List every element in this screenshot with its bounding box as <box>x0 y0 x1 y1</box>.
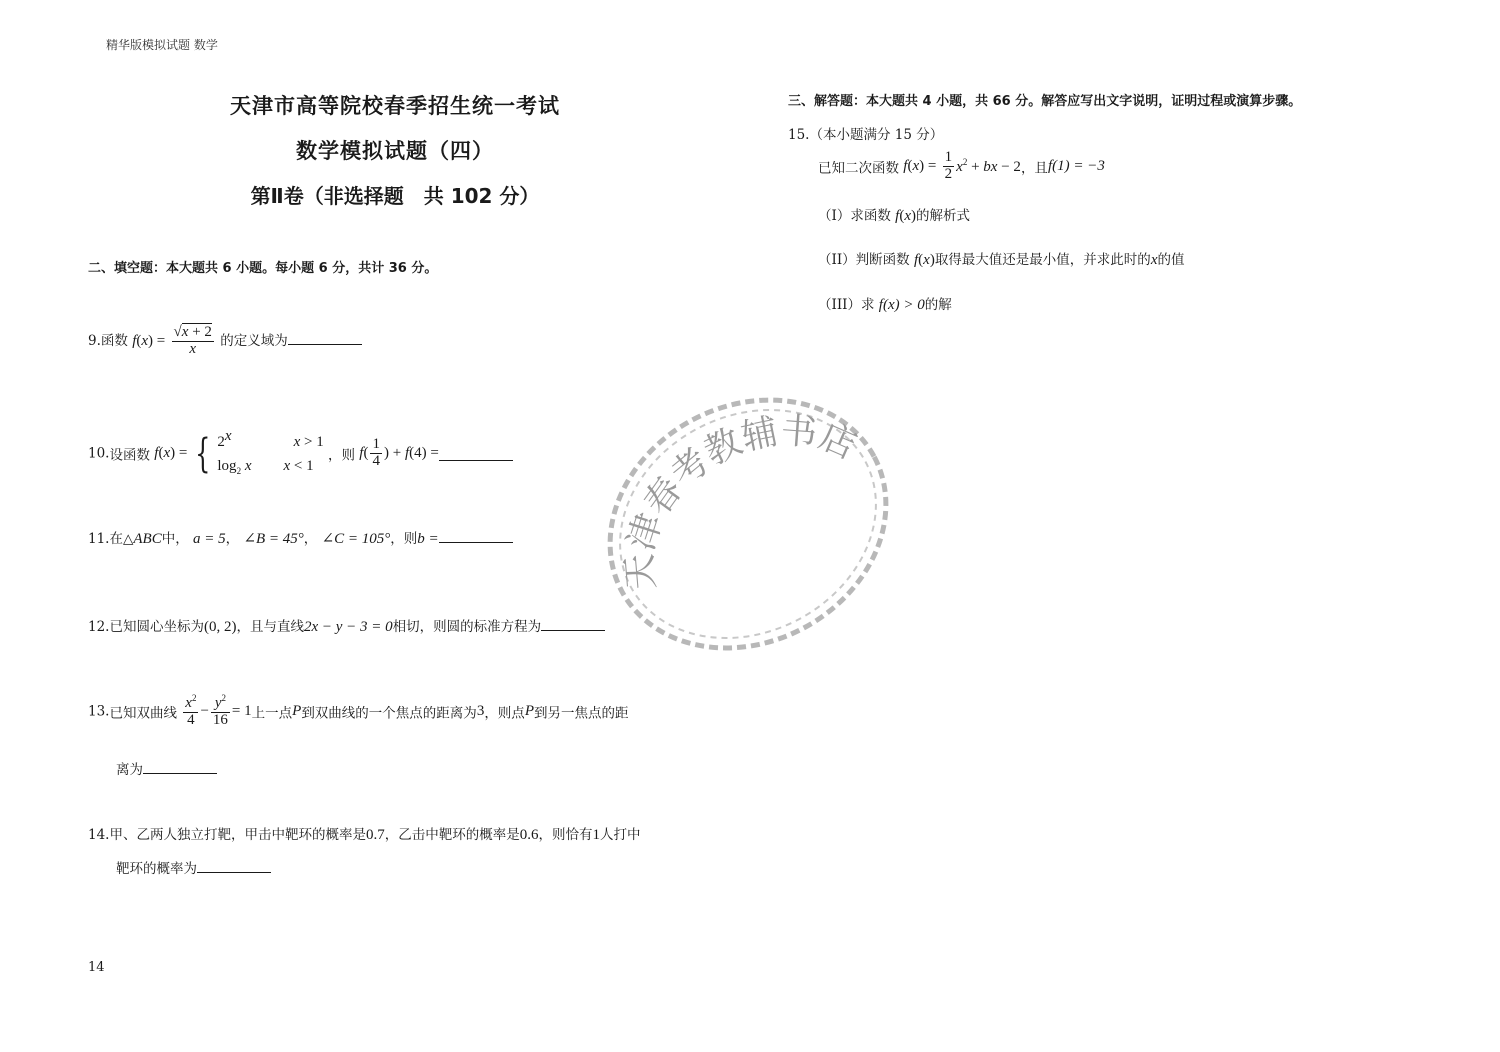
q15-part3-text: 求 <box>861 297 875 313</box>
q15-part1-post: 的解析式 <box>915 208 970 224</box>
q11-side-b: b = <box>417 531 439 547</box>
q11-mid: 中， <box>161 531 189 547</box>
q12-answer-blank[interactable] <box>541 616 605 631</box>
q14-text4: 人打中 <box>599 827 641 843</box>
question-13-line2 <box>116 758 217 778</box>
q15-score: （本小题满分 15 分） <box>809 127 944 143</box>
q13-fraction-y: $\frac{y^2}{16}$ <box>212 693 228 728</box>
exam-subtitle: 数学模拟试题（四） <box>296 139 494 163</box>
q10-answer-blank[interactable] <box>439 446 513 461</box>
question-9: 9.函数 f(x) = $\frac{√x + 2}{x}$ 的定义域为 <box>88 325 362 358</box>
q13-fraction-x: $\frac{x^2}{4}$ <box>185 693 197 728</box>
q14-text2: ，乙击中靶环的概率是 <box>384 827 520 843</box>
q15-part3-expr: f(x) > 0 <box>878 297 925 313</box>
question-15-part-2: （II）判断函数 f(x)取得最大值还是最小值，并求此时的x的值 <box>818 252 1185 268</box>
question-11: 11.在△ABC中， a = 5， ∠B = 45°， ∠C = 105°，则b = <box>88 527 513 548</box>
q10-mid: ，则 <box>328 447 355 464</box>
q15-part1-text: 求函数 <box>850 208 891 224</box>
q14-prob-a: 0.7 <box>365 827 385 843</box>
q9-fraction: $\frac{√x + 2}{x}$ <box>173 324 212 357</box>
q11-post: ，则 <box>390 531 418 547</box>
q15-given-mid: ，且 <box>1020 160 1048 177</box>
q15-part2-x: x <box>1150 252 1158 268</box>
q15-given-pre: 已知二次函数 <box>818 160 899 177</box>
q13-text4: ，则点 <box>484 705 525 722</box>
q9-post: 的定义域为 <box>220 332 288 349</box>
question-14 <box>88 823 640 844</box>
q13-point-p-2: P <box>524 702 534 719</box>
q15-part3-post: 的解 <box>924 297 952 313</box>
q12-text2: ，且与直线 <box>236 619 304 635</box>
q12-text3: 相切，则圆的标准方程为 <box>392 619 542 635</box>
q12-center: (0, 2) <box>203 619 237 635</box>
watermark-stamp <box>598 394 898 654</box>
q15-condition: f(1) = −3 <box>1047 157 1105 174</box>
q11-side-a: a = 5 <box>193 531 226 547</box>
q15-number: 15. <box>788 127 810 143</box>
page-number: 14 <box>88 960 105 975</box>
section-2-heading: 二、填空题：本大题共 6 小题。每小题 6 分，共计 36 分。 <box>88 261 438 276</box>
q11-pre: 在△ <box>109 531 134 547</box>
q13-text1: 已知双曲线 <box>109 705 177 722</box>
q15-part2-label: （II） <box>818 252 856 268</box>
question-15-part-3 <box>818 293 952 314</box>
q9-answer-blank[interactable] <box>288 330 362 345</box>
question-15-given: 已知二次函数 f(x) = $\frac{1}{2}$ $x^2$ + bx − 2，且f(1) = −3 <box>818 149 1105 182</box>
q11-triangle: ABC <box>133 531 162 547</box>
q14-text3: ，则恰有 <box>538 827 593 843</box>
q9-func: f <box>132 332 137 349</box>
question-12 <box>88 615 605 636</box>
q13-distance: 3 <box>476 702 485 719</box>
q13-text5: 到另一焦点的距 <box>533 705 629 722</box>
q11-angle-b: ∠B = 45° <box>243 531 304 547</box>
q14-answer-blank[interactable] <box>197 858 271 873</box>
q12-line-equation: 2x − y − 3 = 0 <box>303 619 393 635</box>
watermark-text: 天津春考教辅书店 <box>619 410 863 592</box>
question-15-header <box>788 123 943 143</box>
q9-pre: 函数 <box>100 332 128 349</box>
running-header: 精华版模拟试题 数学 <box>106 38 218 52</box>
q13-line2: 离为 <box>116 762 143 778</box>
question-10: 10.设函数 f(x) = { 2$^x$ x > 1 $\log_2 x$ x < 1 ，则 f( $\frac{1}{4}$ ) + f(4) = <box>88 424 513 483</box>
q15-fraction: $\frac{1}{2}$ <box>944 149 953 182</box>
q12-number: 12. <box>88 619 110 635</box>
q13-text3: 到双曲线的一个焦点的距离为 <box>301 705 477 722</box>
q14-line2: 靶环的概率为 <box>116 861 197 877</box>
q13-point-p: P <box>292 702 302 719</box>
paper-part-title: 第Ⅱ卷（非选择题 共 102 分） <box>250 184 540 208</box>
q11-answer-blank[interactable] <box>439 528 513 543</box>
q12-text1: 已知圆心坐标为 <box>109 619 204 635</box>
q10-piecewise: 2$^x$ x > 1 $\log_2 x$ x < 1 <box>217 428 324 476</box>
q14-number: 14. <box>88 827 110 843</box>
section-3-heading: 三、解答题：本大题共 4 小题，共 66 分。解答应写出文字说明，证明过程或演算步骤。 <box>788 94 1302 109</box>
question-14-line2 <box>116 857 271 877</box>
q14-prob-b: 0.6 <box>519 827 539 843</box>
question-13: 13.已知双曲线 $\frac{x^2}{4}$ − $\frac{y^2}{16}$ = 1上一点P到双曲线的一个焦点的距离为3，则点P到另一焦点的距 <box>88 693 629 728</box>
q15-part2-mid: 取得最大值还是最小值，并求此时的 <box>934 252 1151 268</box>
q15-part2-post: 的值 <box>1157 252 1185 268</box>
q15-part3-label: （III） <box>818 297 861 313</box>
q10-brace: { <box>194 430 211 477</box>
q9-number: 9. <box>88 332 101 349</box>
q14-one: 1 <box>592 827 600 843</box>
q11-number: 11. <box>88 531 110 547</box>
q13-text2: 上一点 <box>251 705 293 722</box>
q13-number: 13. <box>88 703 110 720</box>
exam-title: 天津市高等院校春季招生统一考试 <box>230 94 560 118</box>
q10-pre: 设函数 <box>109 447 150 464</box>
q14-text1: 甲、乙两人独立打靶，甲击中靶环的概率是 <box>109 827 366 843</box>
q10-number: 10. <box>88 445 110 462</box>
question-15-part-1: （I）求函数 f(x)的解析式 <box>818 208 970 224</box>
q10-fraction: $\frac{1}{4}$ <box>372 436 380 469</box>
q11-angle-c: ∠C = 105° <box>321 531 391 547</box>
q15-part2-text: 判断函数 <box>855 252 910 268</box>
q13-answer-blank[interactable] <box>143 759 217 774</box>
q15-part1-label: （I） <box>818 208 851 224</box>
